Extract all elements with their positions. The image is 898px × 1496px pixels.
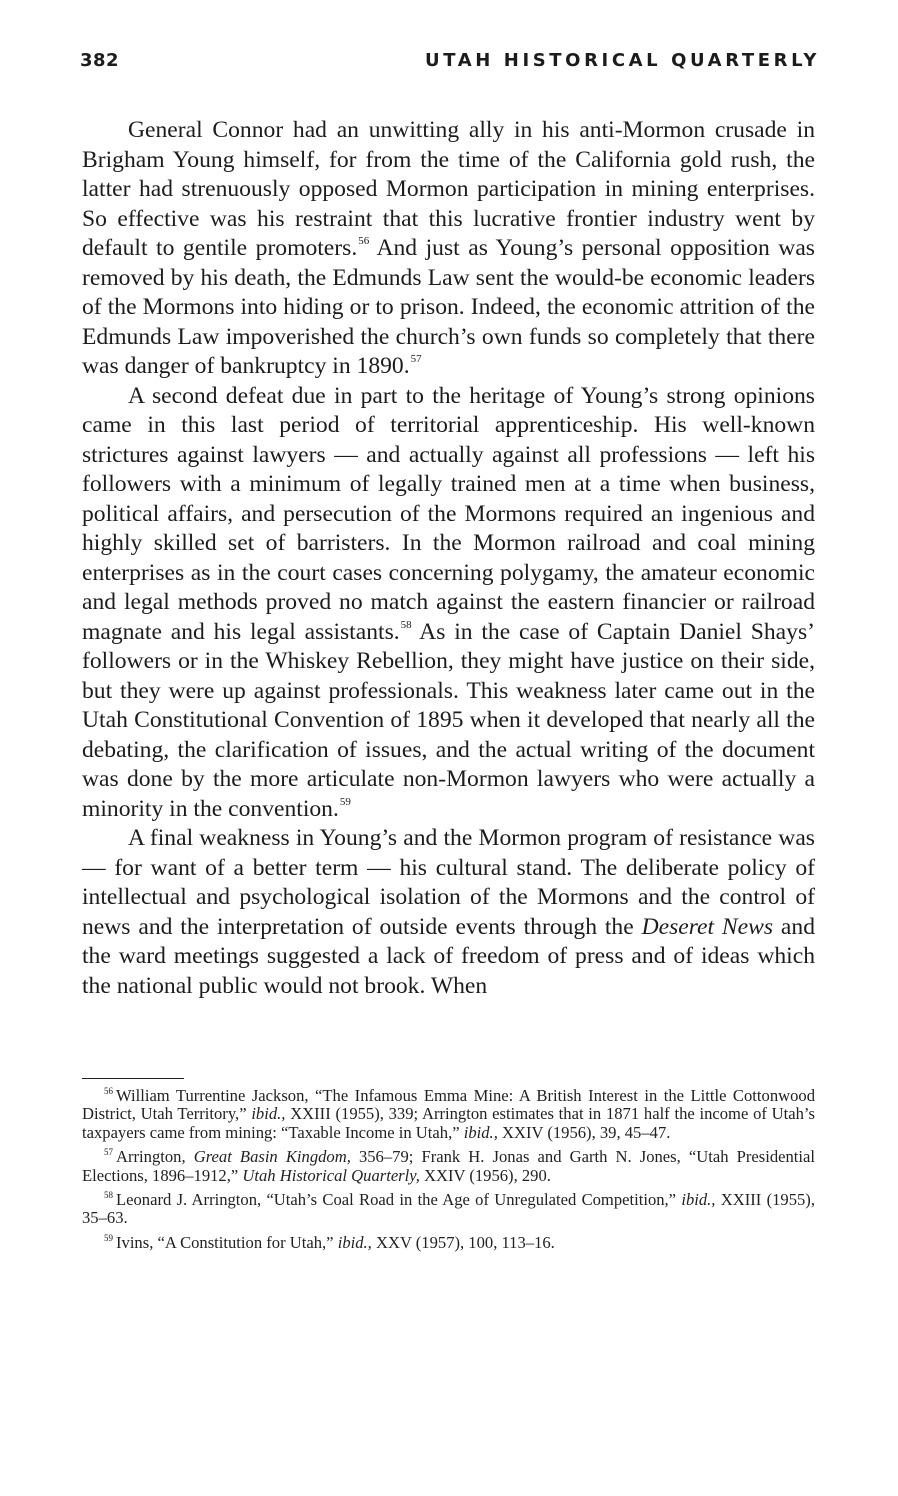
text-run: Ivins, “A Constitution for Utah,”: [116, 1232, 338, 1252]
italic-text: ibid.,: [463, 1122, 498, 1142]
text-run: XXIV (1956), 39, 45–47.: [497, 1122, 671, 1142]
text-run: A second defeat due in part to the heritage of Young’s strong opinions came in this last period of territorial apprenticeship. His well-known strictures against lawyers — and actually against all professions — left his followers with a minimum of legally trained men at a time when business, political affairs, and persecution of the Mormons required an ingenious and highly skilled set of barristers. In the Mormon railroad and coal mining enterprises as in the court cases concerning polygamy, the amateur economic and legal methods proved no match against the eastern financier or railroad magnate and his legal assistants.: [82, 382, 815, 645]
footnote-reference: 56: [358, 235, 370, 247]
footnote-reference: 59: [339, 795, 351, 808]
text-run: XXIII (1955), 339; Arrington estimates that in 1871 half the income of Utah’s taxpayers came from mining: “Taxable Income in Utah,”: [82, 1104, 815, 1142]
text-run: XXIII (1955), 35–63.: [82, 1190, 815, 1228]
footnote-number: 59: [104, 1232, 113, 1243]
text-run: XXV (1957), 100, 113–16.: [371, 1232, 555, 1252]
paragraph: [82, 382, 815, 825]
text-run: and the ward meetings suggested a lack of freedom of press and of ideas which the national public would not brook. When: [82, 913, 815, 999]
footnotes: [82, 1087, 815, 1252]
footnote: [82, 1191, 815, 1228]
paragraph: [82, 824, 815, 1001]
italic-text: ibid.,: [681, 1190, 716, 1210]
running-head: UTAH HISTORICAL QUARTERLY: [425, 50, 820, 71]
text-run: A final weakness in Young’s and the Mormon program of resistance was — for want of a better term — his cultural stand. The deliberate policy of intellectual and psychological isolation of the Mormons and the control of news and the interpretation of outside events through the: [82, 825, 815, 940]
footnote-number: 57: [104, 1147, 113, 1158]
text-run: General Connor had an unwitting ally in his anti-Mormon crusade in Brigham Young himself, for from the time of the California gold rush, the latter had strenuously opposed Mormon participation in mining enterprises. So effective was his restraint that this lucrative frontier industry went by default to gentile promoters.: [82, 117, 815, 261]
footnote-number: 58: [104, 1190, 113, 1201]
italic-text: Deseret News: [641, 913, 774, 940]
footnote: [82, 1087, 815, 1142]
footnote: [82, 1148, 815, 1185]
text-run: Leonard J. Arrington, “Utah’s Coal Road in the Age of Unregulated Competition,”: [116, 1190, 682, 1210]
italic-text: Great Basin Kingdom,: [193, 1147, 351, 1167]
text-run: XXIV (1956), 290.: [419, 1165, 551, 1185]
text-run: 356–79; Frank H. Jonas and Garth N. Jones, “Utah Presidential Elections, 1896–1912,”: [82, 1147, 815, 1185]
paragraph: [82, 116, 815, 382]
body-text: [82, 116, 815, 1001]
text-run: William Turrentine Jackson, “The Infamous Emma Mine: A British Interest in the Little Cottonwood District, Utah Territory,”: [82, 1086, 815, 1124]
footnote: [82, 1234, 815, 1252]
footnote-number: 56: [104, 1086, 113, 1096]
page-header: [80, 50, 820, 71]
italic-text: ibid.,: [251, 1104, 286, 1124]
text-run: Arrington,: [116, 1147, 194, 1167]
footnote-reference: 57: [410, 353, 422, 365]
footnote-reference: 58: [400, 618, 412, 631]
text-run: And just as Young’s personal opposition was removed by his death, the Edmunds Law sent the would-be economic leaders of the Mormons into hiding or to prison. Indeed, the economic attrition of the Edmunds Law impoverished the church’s own funds so completely that there was danger of bankruptcy in 1890.: [82, 235, 815, 379]
italic-text: Utah Historical Quarterly,: [242, 1165, 420, 1185]
text-run: As in the case of Captain Daniel Shays’ followers or in the Whiskey Rebellion, they might have justice on their side, but they were up against professionals. This weakness later came out in the Utah Constitutional Convention of 1895 when it developed that nearly all the debating, the clarification of issues, and the actual writing of the document was done by the more articulate non-Mormon lawyers who were actually a minority in the convention.: [82, 618, 815, 822]
page-number: 382: [80, 50, 120, 71]
italic-text: ibid.,: [337, 1232, 372, 1252]
footnote-divider: [82, 1078, 184, 1079]
